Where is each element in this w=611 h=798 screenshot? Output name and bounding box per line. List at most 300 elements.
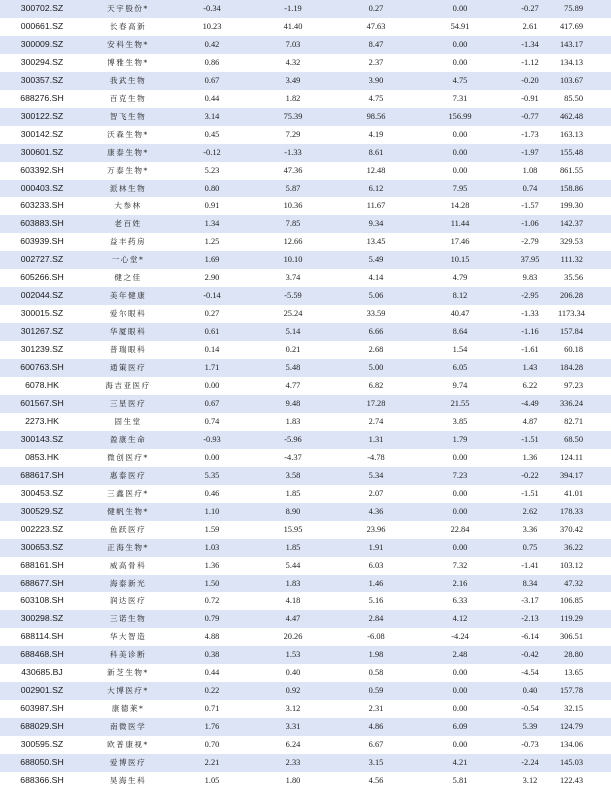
value-col-1: 1.69: [204, 255, 220, 265]
stock-name: 我武生物: [109, 75, 147, 85]
value-col-1: 1.25: [204, 237, 220, 247]
stock-code: 301267.SZ: [20, 326, 64, 337]
stock-name: 健之佳: [114, 273, 142, 283]
value-col-5: -2.13: [521, 614, 539, 624]
stock-code: 300529.SZ: [20, 505, 64, 516]
table-row: [0, 197, 611, 215]
value-col-2: 3.31: [285, 722, 301, 732]
stock-code: 603392.SH: [20, 164, 64, 175]
value-col-3: 5.00: [368, 363, 384, 373]
value-col-3: 47.63: [366, 21, 386, 31]
stock-name: 科美诊断: [109, 650, 147, 660]
value-col-5: 0.75: [522, 542, 538, 552]
value-col-3: 5.06: [368, 291, 384, 301]
table-row: [0, 233, 611, 251]
value-col-4: 8.64: [452, 327, 468, 337]
stock-code: 603108.SH: [20, 595, 64, 606]
stock-name: 威高骨科: [109, 560, 147, 570]
value-col-3: 1.31: [368, 434, 384, 444]
value-col-1: 0.45: [204, 129, 220, 139]
value-col-6: 417.69: [559, 21, 583, 31]
value-col-6: 103.67: [559, 75, 583, 85]
stock-name: 三鑫医疗*: [107, 488, 149, 498]
value-col-3: -4.78: [367, 452, 385, 462]
value-col-1: 0.71: [204, 704, 220, 714]
value-col-5: 3.12: [522, 775, 538, 785]
value-col-3: 4.86: [368, 722, 384, 732]
value-col-6: 184.28: [559, 363, 583, 373]
value-col-5: -0.20: [521, 75, 539, 85]
stock-code: 002901.SZ: [20, 685, 64, 696]
value-col-3: 0.58: [368, 668, 384, 678]
value-col-5: -1.51: [521, 434, 539, 444]
stock-name: 惠泰医疗: [109, 470, 147, 480]
value-col-1: 0.42: [204, 39, 220, 49]
stock-name: 康德莱*: [111, 704, 145, 714]
value-col-6: 103.12: [559, 560, 583, 570]
value-col-3: 4.56: [368, 775, 384, 785]
value-col-5: -2.95: [521, 291, 539, 301]
stock-code: 000661.SZ: [20, 20, 64, 31]
value-col-1: 0.74: [204, 416, 220, 426]
value-col-4: 0.00: [452, 704, 468, 714]
stock-name: 爱博医疗: [109, 758, 147, 768]
value-col-1: 0.70: [204, 740, 220, 750]
stock-name: 大参林: [114, 201, 142, 211]
value-col-3: 2.31: [368, 704, 384, 714]
table-row: [0, 736, 611, 754]
value-col-2: 20.26: [283, 632, 303, 642]
value-col-3: 8.61: [368, 147, 384, 157]
value-col-6: 82.71: [564, 416, 583, 426]
value-col-6: 75.89: [564, 4, 583, 13]
value-col-5: -1.73: [521, 129, 539, 139]
table-row: [0, 431, 611, 449]
value-col-3: 4.19: [368, 129, 384, 139]
value-col-6: 329.53: [559, 237, 583, 247]
value-col-4: 10.15: [450, 255, 470, 265]
value-col-4: 7.95: [452, 183, 468, 193]
value-col-6: 134.06: [559, 740, 583, 750]
value-col-4: 0.00: [452, 686, 468, 696]
value-col-2: 2.33: [285, 758, 301, 768]
value-col-1: 0.61: [204, 327, 220, 337]
table-row: [0, 467, 611, 485]
value-col-3: 3.90: [368, 75, 384, 85]
value-col-1: 2.90: [204, 273, 220, 283]
value-col-5: 1.36: [522, 452, 538, 462]
stock-name: 安科生物*: [107, 39, 149, 49]
stock-name: 普瑞眼科: [109, 345, 147, 355]
value-col-5: -0.42: [521, 650, 539, 660]
stock-code: 605266.SH: [20, 272, 64, 283]
value-col-4: 0.00: [452, 129, 468, 139]
table-row: [0, 215, 611, 233]
value-col-4: 3.85: [452, 416, 468, 426]
value-col-6: 155.48: [559, 147, 583, 157]
table-row: [0, 180, 611, 198]
value-col-5: 1.08: [522, 165, 538, 175]
value-col-6: 124.79: [559, 722, 583, 732]
stock-code: 688029.SH: [20, 721, 64, 732]
value-col-2: -1.19: [284, 4, 302, 13]
value-col-4: 1.79: [452, 434, 468, 444]
value-col-3: 5.49: [368, 255, 384, 265]
value-col-2: 1.85: [285, 542, 301, 552]
table-row: [0, 772, 611, 790]
stock-name: 健帆生物*: [107, 506, 149, 516]
value-col-6: 199.30: [559, 201, 583, 211]
value-col-6: 124.11: [560, 452, 583, 462]
stock-code: 688114.SH: [20, 631, 64, 642]
value-col-1: 0.00: [204, 452, 220, 462]
stock-name: 鱼跃医疗: [109, 524, 147, 534]
value-col-5: -0.22: [521, 470, 539, 480]
value-col-6: 336.24: [559, 398, 583, 408]
value-col-5: -1.34: [521, 39, 539, 49]
value-col-2: 25.24: [283, 309, 303, 319]
value-col-2: 9.48: [285, 398, 301, 408]
value-col-5: 3.36: [522, 524, 538, 534]
value-col-4: 0.00: [452, 147, 468, 157]
value-col-2: 4.32: [285, 57, 301, 67]
table-row: [0, 485, 611, 503]
stock-code: 688050.SH: [20, 757, 64, 768]
value-col-5: -0.27: [521, 4, 539, 13]
value-col-4: 40.47: [450, 309, 470, 319]
value-col-1: 1.03: [204, 542, 220, 552]
value-col-3: 1.91: [368, 542, 384, 552]
value-col-2: -4.37: [284, 452, 302, 462]
stock-name: 沃森生物*: [107, 129, 149, 139]
value-col-6: 861.55: [559, 165, 583, 175]
value-col-3: 17.28: [366, 398, 386, 408]
stock-code: 300702.SZ: [20, 3, 64, 13]
value-col-3: 33.59: [366, 309, 386, 319]
stock-code: 002044.SZ: [20, 290, 64, 301]
value-col-4: 7.32: [452, 560, 468, 570]
table-row: [0, 0, 611, 18]
value-col-4: 6.33: [452, 596, 468, 606]
stock-code: 002727.SZ: [20, 254, 64, 265]
value-col-6: 36.22: [564, 542, 583, 552]
value-col-3: 4.75: [368, 93, 384, 103]
value-col-5: 0.74: [522, 183, 538, 193]
stock-name: 天宇股份*: [107, 4, 149, 13]
value-col-4: 0.00: [452, 165, 468, 175]
table-row: [0, 323, 611, 341]
value-col-3: 0.59: [368, 686, 384, 696]
value-col-3: 6.82: [368, 381, 384, 391]
value-col-1: 0.46: [204, 488, 220, 498]
value-col-5: -0.77: [521, 111, 539, 121]
table-row: [0, 539, 611, 557]
stock-name: 智飞生物: [109, 111, 147, 121]
stock-name: 正海生物*: [107, 542, 149, 552]
value-col-3: 1.46: [368, 578, 384, 588]
table-row: [0, 700, 611, 718]
value-col-1: 3.14: [204, 111, 220, 121]
value-col-5: 2.62: [522, 506, 538, 516]
value-col-4: 6.09: [452, 722, 468, 732]
value-col-3: 5.16: [368, 596, 384, 606]
value-col-2: 0.21: [285, 345, 301, 355]
stock-code: 002223.SZ: [20, 523, 64, 534]
value-col-1: 0.67: [204, 75, 220, 85]
table-row: [0, 413, 611, 431]
value-col-3: 23.96: [366, 524, 386, 534]
value-col-6: 1173.34: [558, 309, 585, 319]
value-col-4: 4.21: [452, 758, 468, 768]
stock-code: 688468.SH: [20, 649, 64, 660]
value-col-2: 47.36: [283, 165, 303, 175]
value-col-2: 1.83: [285, 578, 301, 588]
value-col-2: 3.58: [285, 470, 301, 480]
value-col-1: 0.14: [204, 345, 220, 355]
stock-name: 大博医疗*: [107, 686, 149, 696]
value-col-6: 122.43: [559, 775, 583, 785]
value-col-2: 3.49: [285, 75, 301, 85]
value-col-6: 206.28: [559, 291, 583, 301]
stock-name: 康泰生物*: [107, 147, 149, 157]
value-col-4: 0.00: [452, 452, 468, 462]
value-col-3: 5.34: [368, 470, 384, 480]
value-col-1: 1.71: [204, 363, 220, 373]
table-row: [0, 126, 611, 144]
stock-code: 688161.SH: [20, 559, 64, 570]
stock-code: 0853.HK: [25, 451, 59, 462]
value-col-1: 0.67: [204, 398, 220, 408]
value-col-5: -0.91: [521, 93, 539, 103]
table-row: [0, 610, 611, 628]
stock-code: 300009.SZ: [20, 38, 64, 49]
value-col-2: 3.12: [285, 704, 301, 714]
value-col-2: 4.47: [285, 614, 301, 624]
value-col-3: -6.08: [367, 632, 385, 642]
stock-name: 欧普康视*: [107, 740, 149, 750]
value-col-1: 0.80: [204, 183, 220, 193]
value-col-3: 2.37: [368, 57, 384, 67]
value-col-6: 35.56: [564, 273, 583, 283]
table-row: [0, 341, 611, 359]
value-col-3: 3.15: [368, 758, 384, 768]
value-col-6: 370.42: [559, 524, 583, 534]
value-col-4: 4.75: [452, 75, 468, 85]
value-col-5: -0.54: [521, 704, 539, 714]
stock-code: 300453.SZ: [20, 487, 64, 498]
value-col-4: 0.00: [452, 4, 468, 13]
value-col-3: 2.07: [368, 488, 384, 498]
table-row: [0, 72, 611, 90]
value-col-1: 2.21: [204, 758, 220, 768]
stock-name: 固生堂: [114, 416, 142, 426]
value-col-4: 0.00: [452, 39, 468, 49]
value-col-6: 106.85: [559, 596, 583, 606]
value-col-1: 1.10: [204, 506, 220, 516]
stock-code: 300142.SZ: [20, 128, 64, 139]
table-row: [0, 592, 611, 610]
value-col-5: -1.33: [521, 309, 539, 319]
value-col-2: 41.40: [283, 21, 303, 31]
stock-code: 688677.SH: [20, 577, 64, 588]
stock-code: 688366.SH: [20, 774, 64, 785]
value-col-3: 2.74: [368, 416, 384, 426]
value-col-6: 163.13: [559, 129, 583, 139]
value-col-1: 1.36: [204, 560, 220, 570]
table-row: [0, 521, 611, 539]
stock-name: 长春高新: [109, 21, 147, 31]
stock-name: 海吉亚医疗: [105, 381, 151, 391]
value-col-2: 1.83: [285, 416, 301, 426]
value-col-1: 0.44: [204, 668, 220, 678]
value-col-6: 41.01: [564, 488, 583, 498]
value-col-3: 0.27: [368, 4, 384, 13]
stock-name: 盈康生命: [109, 434, 147, 444]
stock-code: 300298.SZ: [20, 613, 64, 624]
table-row: [0, 682, 611, 700]
value-col-4: 22.84: [450, 524, 470, 534]
value-col-2: 4.18: [285, 596, 301, 606]
stock-code: 300601.SZ: [20, 146, 64, 157]
value-col-4: 4.79: [452, 273, 468, 283]
value-col-2: 10.10: [283, 255, 303, 265]
value-col-1: 5.23: [204, 165, 220, 175]
value-col-6: 462.48: [559, 111, 583, 121]
stock-code: 300143.SZ: [20, 433, 64, 444]
value-col-2: -5.59: [284, 291, 302, 301]
value-col-1: 0.22: [204, 686, 220, 696]
table-row: [0, 36, 611, 54]
value-col-4: 156.99: [448, 111, 472, 121]
stock-name: 爱尔眼科: [109, 309, 147, 319]
value-col-1: 1.50: [204, 578, 220, 588]
value-col-4: 7.31: [452, 93, 468, 103]
value-col-5: -1.16: [521, 327, 539, 337]
value-col-1: -0.12: [203, 147, 221, 157]
value-col-5: -2.79: [521, 237, 539, 247]
value-col-6: 97.23: [564, 381, 583, 391]
table-row: [0, 54, 611, 72]
value-col-2: -1.33: [284, 147, 302, 157]
stock-code: 300015.SZ: [20, 308, 64, 319]
stock-name: 百克生物: [109, 93, 147, 103]
value-col-6: 158.86: [559, 183, 583, 193]
table-row: [0, 287, 611, 305]
table-row: [0, 449, 611, 467]
value-col-5: 8.34: [522, 578, 538, 588]
stock-name: 海泰新光: [109, 578, 147, 588]
value-col-1: 0.91: [204, 201, 220, 211]
value-col-2: 1.85: [285, 488, 301, 498]
value-col-3: 8.47: [368, 39, 384, 49]
value-col-3: 4.36: [368, 506, 384, 516]
value-col-4: 1.54: [452, 345, 468, 355]
stock-name: 美年健康: [109, 291, 147, 301]
stock-name: 万泰生物*: [107, 165, 149, 175]
value-col-2: 7.85: [285, 219, 301, 229]
value-col-6: 394.17: [559, 470, 583, 480]
value-col-4: 11.44: [450, 219, 470, 229]
table-row: [0, 718, 611, 736]
stock-name: 博雅生物*: [107, 57, 149, 67]
stock-code: 6078.HK: [25, 380, 59, 391]
stock-code: 601567.SH: [20, 397, 64, 408]
value-col-2: 8.90: [285, 506, 301, 516]
value-col-2: 1.53: [285, 650, 301, 660]
value-col-6: 13.65: [564, 668, 583, 678]
value-col-6: 60.18: [564, 345, 583, 355]
stock-name: 派林生物: [109, 183, 147, 193]
value-col-4: 5.81: [452, 775, 468, 785]
value-col-2: 10.36: [283, 201, 303, 211]
stock-name: 三星医疗: [109, 398, 147, 408]
value-col-6: 68.50: [564, 434, 583, 444]
value-col-2: 3.74: [285, 273, 301, 283]
value-col-2: 7.03: [285, 39, 301, 49]
value-col-6: 119.29: [560, 614, 583, 624]
value-col-3: 6.12: [368, 183, 384, 193]
stock-code: 603883.SH: [20, 218, 64, 229]
value-col-6: 32.15: [564, 704, 583, 714]
value-col-6: 143.17: [559, 39, 583, 49]
value-col-5: 4.87: [522, 416, 538, 426]
value-col-1: 0.44: [204, 93, 220, 103]
value-col-3: 1.98: [368, 650, 384, 660]
value-col-5: -0.73: [521, 740, 539, 750]
value-col-6: 85.50: [564, 93, 583, 103]
table-row: [0, 18, 611, 36]
value-col-4: 9.74: [452, 381, 468, 391]
value-col-2: 75.39: [283, 111, 303, 121]
value-col-5: -1.61: [521, 345, 539, 355]
value-col-5: 1.43: [522, 363, 538, 373]
value-col-1: 0.38: [204, 650, 220, 660]
table-row: [0, 575, 611, 593]
value-col-5: 0.40: [522, 686, 538, 696]
stock-name: 南微医学: [109, 722, 147, 732]
value-col-1: 5.35: [204, 470, 220, 480]
value-col-6: 178.33: [559, 506, 583, 516]
value-col-1: 1.34: [204, 219, 220, 229]
stock-code: 603233.SH: [20, 200, 64, 211]
value-col-3: 2.84: [368, 614, 384, 624]
stock-name: 微创医疗*: [107, 452, 149, 462]
value-col-2: 5.14: [285, 327, 301, 337]
value-col-1: -0.34: [203, 4, 221, 13]
table-row: [0, 162, 611, 180]
stock-name: 老百姓: [114, 219, 142, 229]
value-col-4: 54.91: [450, 21, 470, 31]
value-col-2: 15.95: [283, 524, 303, 534]
value-col-4: 0.00: [452, 668, 468, 678]
value-col-5: -1.12: [521, 57, 539, 67]
value-col-5: -4.49: [521, 398, 539, 408]
stock-code: 300294.SZ: [20, 56, 64, 67]
value-col-4: 8.12: [452, 291, 468, 301]
value-col-4: 7.23: [452, 470, 468, 480]
table-row: [0, 251, 611, 269]
stock-name: 华大智造: [109, 632, 147, 642]
value-col-1: 1.76: [204, 722, 220, 732]
value-col-2: 5.87: [285, 183, 301, 193]
stock-code: 301239.SZ: [20, 344, 64, 355]
stock-code: 603939.SH: [20, 236, 64, 247]
stock-code: 300357.SZ: [20, 74, 64, 85]
table-row: [0, 269, 611, 287]
value-col-2: 0.92: [285, 686, 301, 696]
value-col-3: 6.67: [368, 740, 384, 750]
value-col-4: 4.12: [452, 614, 468, 624]
